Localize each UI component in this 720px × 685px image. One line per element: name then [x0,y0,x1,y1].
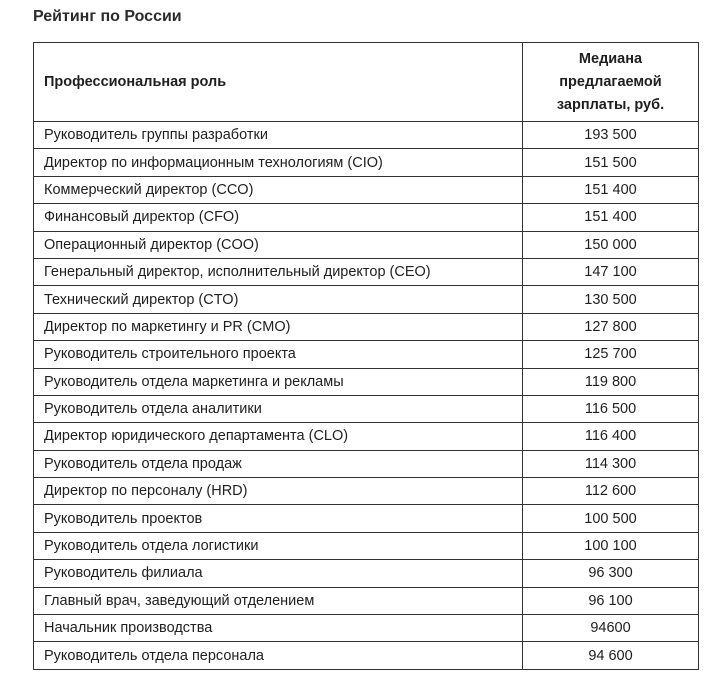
role-cell: Директор по персоналу (HRD) [34,478,523,505]
role-cell: Руководитель отдела маркетинга и рекламы [34,368,523,395]
table-row [34,341,699,368]
table-row [34,368,699,395]
table-row [34,313,699,340]
role-cell: Руководитель строительного проекта [34,341,523,368]
role-cell: Генеральный директор, исполнительный директор (CEO) [34,258,523,285]
role-cell: Руководитель филиала [34,560,523,587]
salary-cell: 150 000 [523,231,699,258]
salary-cell: 96 100 [523,587,699,614]
salary-cell: 130 500 [523,286,699,313]
role-cell: Директор по информационным технологиям (CIO) [34,149,523,176]
salary-cell: 94 600 [523,642,699,669]
role-cell: Руководитель группы разработки [34,122,523,149]
role-cell: Руководитель проектов [34,505,523,532]
table-header-row [34,43,699,122]
salary-cell: 96 300 [523,560,699,587]
role-cell: Операционный директор (COO) [34,231,523,258]
column-header-salary-line: Медиана [578,50,643,67]
salary-cell: 100 100 [523,532,699,559]
salary-cell: 125 700 [523,341,699,368]
role-cell: Директор юридического департамента (CLO) [34,423,523,450]
table-row [34,560,699,587]
salary-cell: 116 400 [523,423,699,450]
salary-cell: 116 500 [523,395,699,422]
table-row [34,615,699,642]
role-cell: Руководитель отдела логистики [34,532,523,559]
table-body [34,122,699,670]
salary-cell: 151 400 [523,204,699,231]
table-row [34,423,699,450]
salary-cell: 151 400 [523,176,699,203]
column-header-salary-line: зарплаты, руб. [556,96,665,113]
table-row [34,450,699,477]
salary-cell: 127 800 [523,313,699,340]
table-row [34,231,699,258]
page-title: Рейтинг по России [33,8,182,25]
table-row [34,176,699,203]
salary-cell: 100 500 [523,505,699,532]
salary-cell: 147 100 [523,258,699,285]
table-row [34,532,699,559]
column-header-salary-line: предлагаемой [559,73,662,90]
role-cell: Технический директор (CTO) [34,286,523,313]
role-cell: Финансовый директор (CFO) [34,204,523,231]
table-row [34,395,699,422]
table-row [34,149,699,176]
role-cell: Начальник производства [34,615,523,642]
role-cell: Руководитель отдела персонала [34,642,523,669]
role-cell: Руководитель отдела аналитики [34,395,523,422]
salary-cell: 151 500 [523,149,699,176]
table-row [34,478,699,505]
column-header-role: Профессиональная роль [34,43,523,122]
salary-rating-table [33,42,699,670]
table-row [34,642,699,669]
table-row [34,587,699,614]
role-cell: Директор по маркетингу и PR (CMO) [34,313,523,340]
column-header-salary [523,43,699,122]
table-row [34,505,699,532]
salary-cell: 114 300 [523,450,699,477]
role-cell: Коммерческий директор (CCO) [34,176,523,203]
role-cell: Главный врач, заведующий отделением [34,587,523,614]
salary-cell: 193 500 [523,122,699,149]
table-row [34,258,699,285]
salary-cell: 112 600 [523,478,699,505]
table-row [34,204,699,231]
role-cell: Руководитель отдела продаж [34,450,523,477]
salary-cell: 94600 [523,615,699,642]
table-row [34,122,699,149]
salary-cell: 119 800 [523,368,699,395]
table-row [34,286,699,313]
